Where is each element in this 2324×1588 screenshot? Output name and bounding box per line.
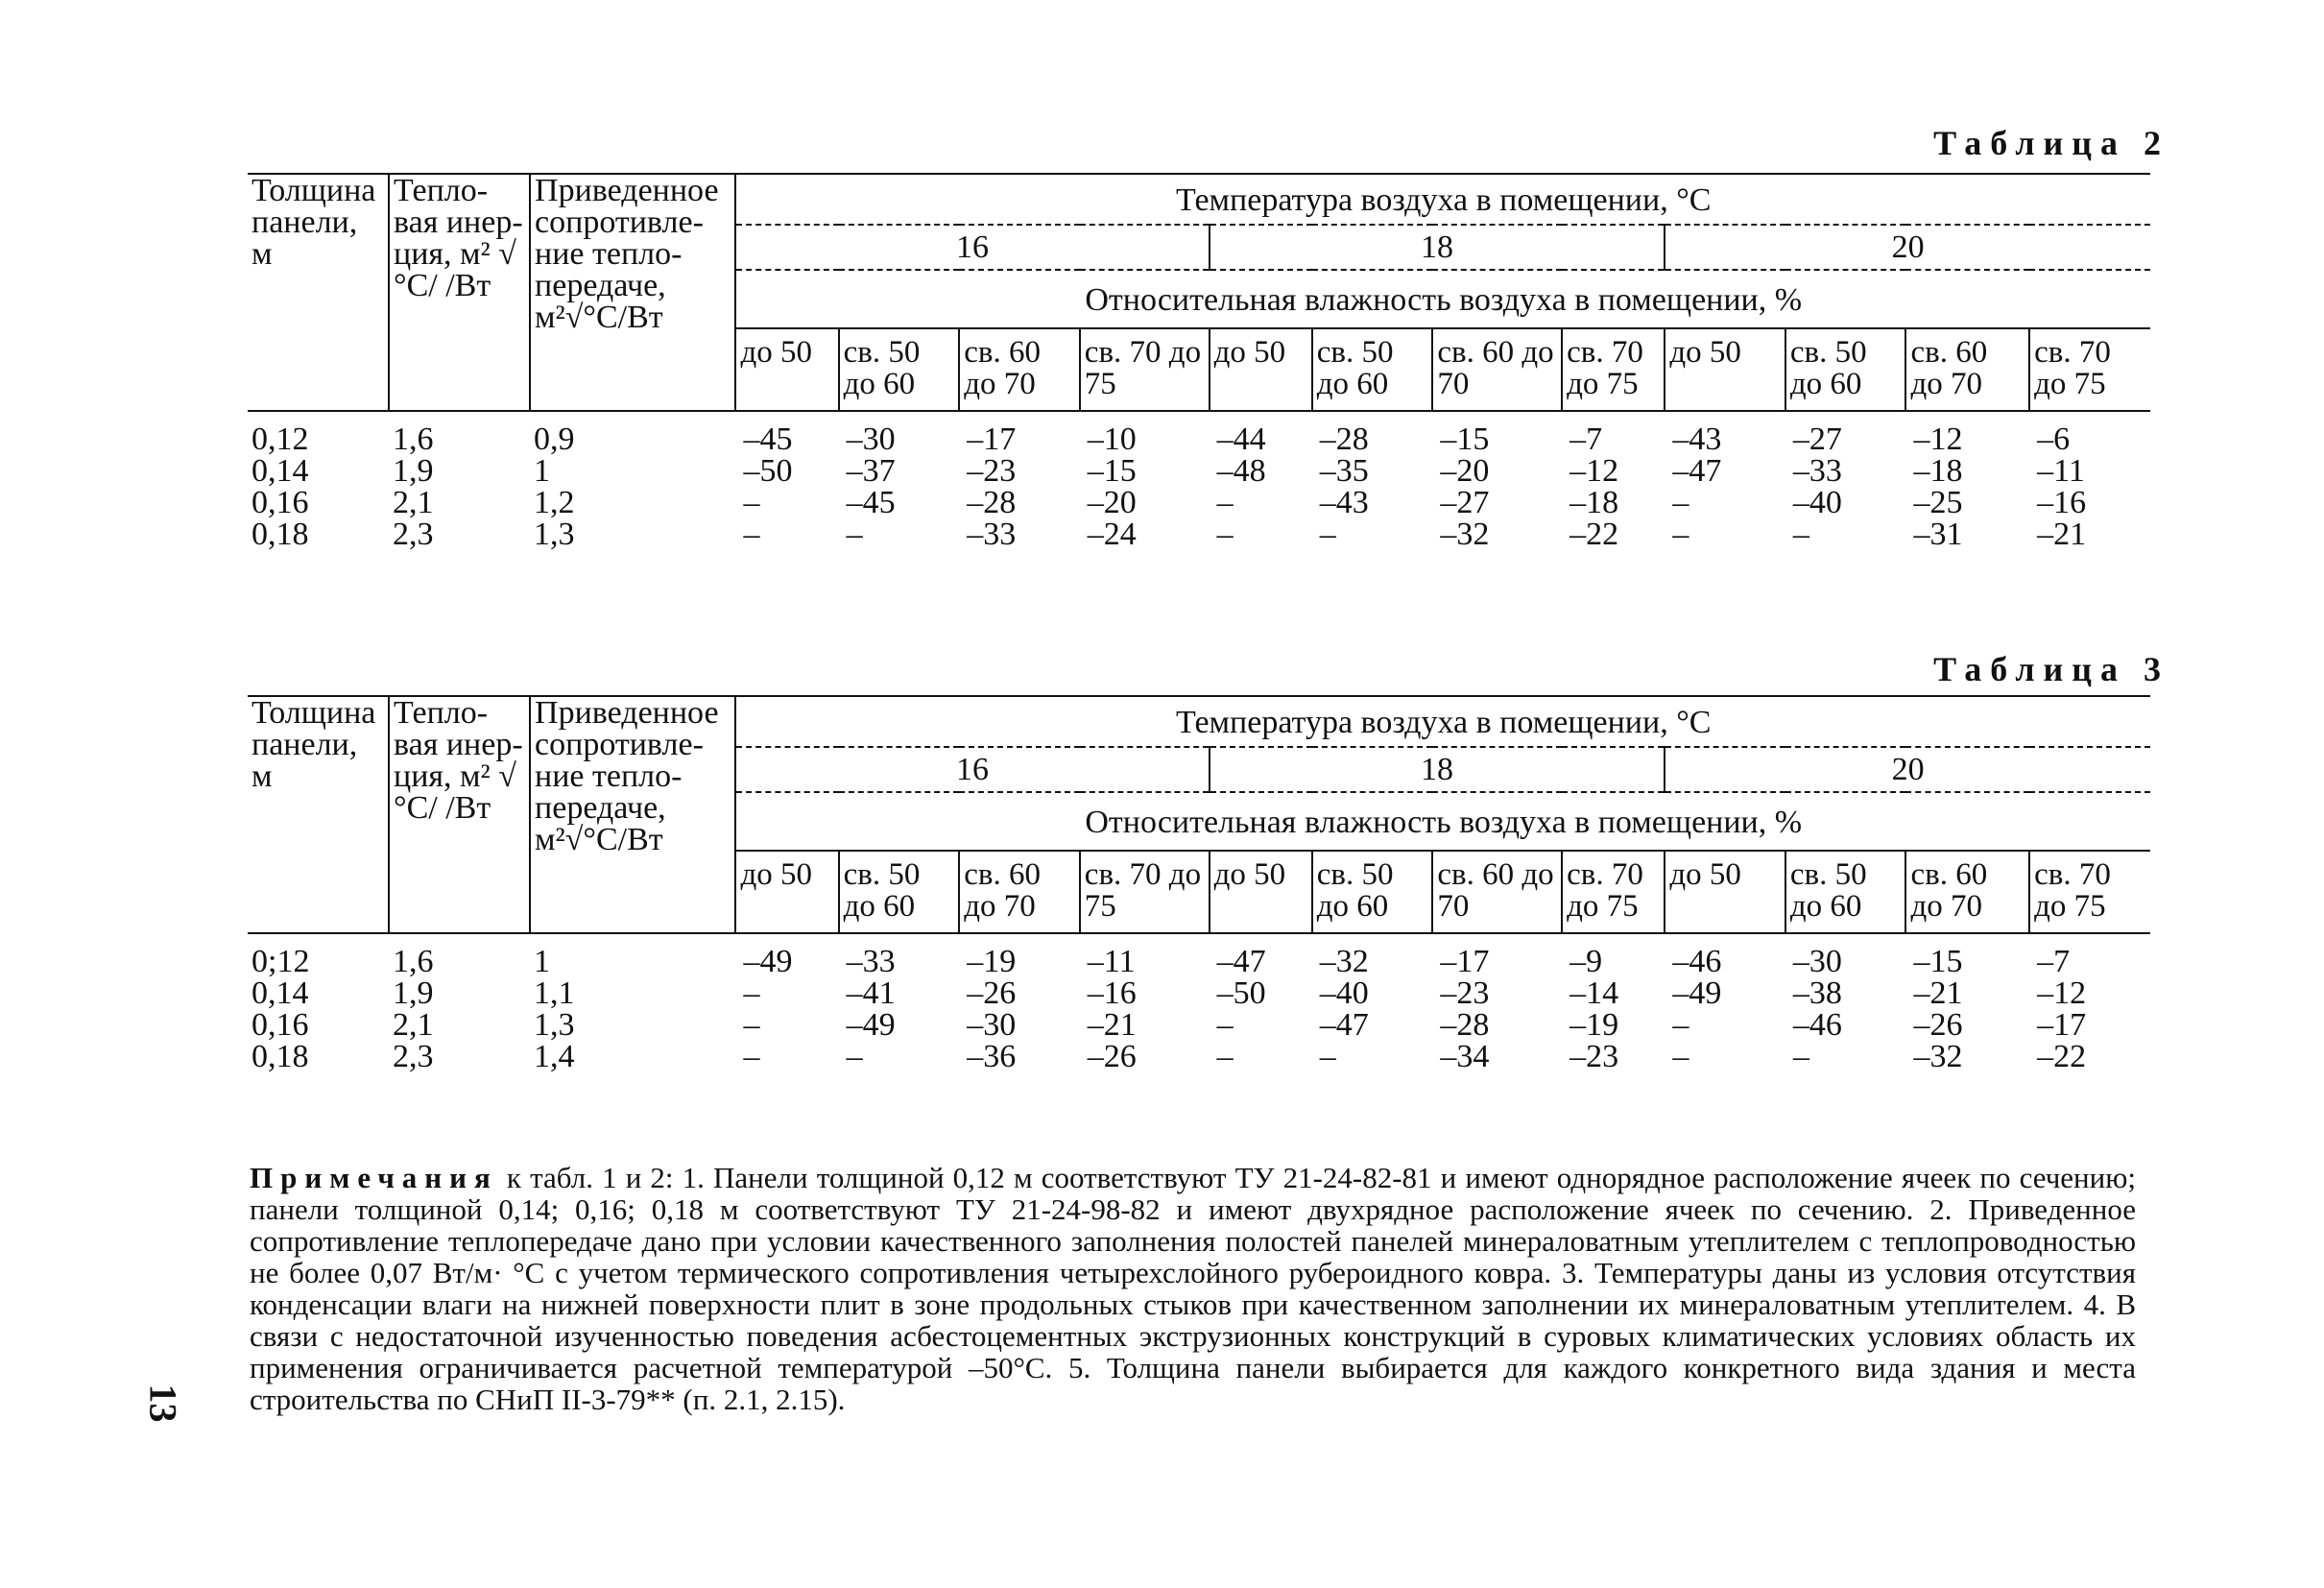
cell-temperature-value: –30 [967, 1007, 1017, 1043]
table-row [248, 933, 2150, 977]
cell-temperature-value: –18 [1913, 453, 1963, 489]
humidity-range-header: до 50 [1210, 328, 1312, 411]
cell-temperature-value: – [846, 1039, 863, 1074]
cell-temperature-value: –28 [1440, 1007, 1490, 1043]
cell-temperature-value: –50 [743, 453, 793, 489]
cell-temperature-value: –40 [1319, 975, 1369, 1011]
cell-resistance: 1 [534, 944, 551, 979]
cell-thickness: 0,14 [252, 975, 309, 1011]
cell-temperature-value: –36 [967, 1039, 1017, 1074]
cell-temperature-value: –44 [1216, 421, 1266, 457]
cell-temperature-value: –7 [1569, 421, 1603, 457]
cell-temperature-value: –9 [1569, 944, 1603, 979]
humidity-range-header: св. 60 до 70 [959, 328, 1080, 411]
humidity-range-header: св. 70 до 75 [1562, 328, 1665, 411]
cell-thickness: 0;12 [252, 944, 310, 979]
table-2 [248, 173, 2150, 556]
cell-temperature-value: – [1672, 1039, 1689, 1074]
temperature-group: 16 [735, 747, 1209, 792]
cell-temperature-value: –30 [1792, 944, 1842, 979]
cell-temperature-value: – [743, 517, 760, 552]
cell-temperature-value: –23 [1569, 1039, 1619, 1074]
cell-temperature-value: –23 [967, 453, 1017, 489]
cell-temperature-value: –35 [1319, 453, 1369, 489]
notes-text: к табл. 1 и 2: 1. Панели толщиной 0,12 м соответствуют ТУ 21-24-82-81 и имеют однорядное расположение ячеек по сечению; панели толщиной 0,14; 0,16; 0,18 м соответствуют ТУ 21-24-98-82 и имеют двухрядное расположение ячеек по сечению. 2. Приведенное сопротивление теплопередаче дано при условии качественного заполнения полостей панелей минераловатным утеплителем с теплопроводностью не более 0,07 Вт/м· °С с учетом термического сопротивления четырехслойного рубероидного ковра. 3. Температуры даны из условия отсутствия конденсации влаги на нижней поверхности плит в зоне продольных стыков при качественном заполнении их минераловатным утеплителем. 4. В связи с недостаточной изученностью поведения асбестоцементных экструзионных конструкций в суровых климатических условиях область их применения ограничивается расчетной температурой –50°С. 5. Толщина панели выбирается для каждого конкретного вида здания и места строительства по СНиП II-3-79** (п. 2.1, 2.15). [250, 1161, 2136, 1416]
humidity-range-header: св. 50 до 60 [1785, 851, 1906, 933]
humidity-range-header: св. 70 до 75 [1562, 851, 1665, 933]
cell-temperature-value: –49 [846, 1007, 896, 1043]
cell-temperature-value: – [1672, 517, 1689, 552]
humidity-header: Относительная влажность воздуха в помещении, % [735, 792, 2150, 851]
cell-resistance: 1,3 [534, 517, 575, 552]
cell-temperature-value: – [1319, 1039, 1336, 1074]
cell-temperature-value: –46 [1672, 944, 1722, 979]
col-header-heat-resistance: Приведенное сопротивле- ние тепло- передаче, м²√°С/Вт [530, 696, 735, 933]
cell-resistance: 1,4 [534, 1039, 575, 1074]
cell-temperature-value: –21 [1087, 1007, 1137, 1043]
cell-temperature-value: – [743, 1039, 760, 1074]
humidity-range-header: св. 70 до 75 [2029, 851, 2150, 933]
table-row [248, 1041, 2150, 1078]
cell-temperature-value: – [846, 517, 863, 552]
cell-temperature-value: –22 [2037, 1039, 2087, 1074]
table-row [248, 977, 2150, 1009]
cell-temperature-value: –24 [1087, 517, 1137, 552]
cell-temperature-value: –50 [1216, 975, 1266, 1011]
cell-resistance: 0,9 [534, 421, 575, 457]
cell-thickness: 0,18 [252, 517, 309, 552]
humidity-range-header: до 50 [735, 851, 838, 933]
cell-temperature-value: – [1792, 517, 1809, 552]
humidity-range-header: св. 60 до 70 [1432, 328, 1562, 411]
cell-temperature-value: – [1672, 1007, 1689, 1043]
humidity-range-header: св. 60 до 70 [1432, 851, 1562, 933]
cell-temperature-value: –47 [1319, 1007, 1369, 1043]
cell-temperature-value: –23 [1440, 975, 1490, 1011]
table-row [248, 455, 2150, 487]
cell-temperature-value: –32 [1913, 1039, 1963, 1074]
temperature-group: 20 [1665, 747, 2150, 792]
col-header-thermal-inertia: Тепло- вая инер- ция, м² √ °С/ /Вт [389, 696, 530, 933]
cell-temperature-value: – [1216, 485, 1234, 520]
cell-temperature-value: –47 [1672, 453, 1722, 489]
cell-temperature-value: –16 [1087, 975, 1137, 1011]
humidity-range-header: св. 60 до 70 [1905, 851, 2029, 933]
temperature-group: 20 [1665, 225, 2150, 270]
cell-temperature-value: –32 [1440, 517, 1490, 552]
humidity-range-header: св. 50 до 60 [839, 851, 960, 933]
cell-temperature-value: –38 [1792, 975, 1842, 1011]
cell-temperature-value: –31 [1913, 517, 1963, 552]
cell-temperature-value: –20 [1087, 485, 1137, 520]
temperature-header: Температура воздуха в помещении, °С [735, 174, 2150, 225]
cell-temperature-value: –11 [2037, 453, 2085, 489]
col-header-heat-resistance: Приведенное сопротивле- ние тепло- передаче, м²√°С/Вт [530, 174, 735, 411]
cell-temperature-value: –15 [1913, 944, 1963, 979]
cell-inertia: 2,1 [393, 1007, 434, 1043]
humidity-range-header: св. 60 до 70 [1905, 328, 2029, 411]
cell-temperature-value: –12 [1913, 421, 1963, 457]
temperature-group: 18 [1210, 225, 1665, 270]
cell-temperature-value: –12 [1569, 453, 1619, 489]
table-2-caption: Таблица 2 [1933, 124, 2169, 162]
humidity-range-header: св. 60 до 70 [959, 851, 1080, 933]
cell-inertia: 2,3 [393, 1039, 434, 1074]
cell-temperature-value: –17 [967, 421, 1017, 457]
humidity-range-header: св. 70 до 75 [2029, 328, 2150, 411]
cell-temperature-value: –40 [1792, 485, 1842, 520]
cell-temperature-value: –49 [1672, 975, 1722, 1011]
cell-temperature-value: –34 [1440, 1039, 1490, 1074]
cell-inertia: 2,1 [393, 485, 434, 520]
cell-temperature-value: –26 [1087, 1039, 1137, 1074]
cell-resistance: 1 [534, 453, 551, 489]
cell-inertia: 1,9 [393, 453, 434, 489]
cell-temperature-value: –6 [2037, 421, 2071, 457]
table-3-caption: Таблица 3 [1933, 650, 2169, 688]
cell-temperature-value: – [1792, 1039, 1809, 1074]
cell-temperature-value: –27 [1792, 421, 1842, 457]
cell-temperature-value: –25 [1913, 485, 1963, 520]
cell-thickness: 0,16 [252, 1007, 309, 1043]
cell-temperature-value: – [1672, 485, 1689, 520]
humidity-header: Относительная влажность воздуха в помещении, % [735, 270, 2150, 328]
humidity-range-header: до 50 [1665, 328, 1785, 411]
notes-label: Примечания [250, 1161, 498, 1194]
cell-temperature-value: –14 [1569, 975, 1619, 1011]
cell-resistance: 1,2 [534, 485, 575, 520]
cell-inertia: 2,3 [393, 517, 434, 552]
cell-inertia: 1,9 [393, 975, 434, 1011]
cell-temperature-value: –43 [1319, 485, 1369, 520]
cell-temperature-value: –45 [846, 485, 896, 520]
cell-temperature-value: – [743, 485, 760, 520]
humidity-range-header: св. 50 до 60 [839, 328, 960, 411]
cell-resistance: 1,1 [534, 975, 575, 1011]
cell-temperature-value: –15 [1440, 421, 1490, 457]
cell-temperature-value: – [1319, 517, 1336, 552]
cell-temperature-value: –49 [743, 944, 793, 979]
cell-thickness: 0,12 [252, 421, 309, 457]
cell-temperature-value: – [1216, 517, 1234, 552]
cell-temperature-value: –22 [1569, 517, 1619, 552]
temperature-group: 16 [735, 225, 1209, 270]
cell-temperature-value: –18 [1569, 485, 1619, 520]
humidity-range-header: св. 50 до 60 [1785, 328, 1906, 411]
humidity-range-header: до 50 [1210, 851, 1312, 933]
cell-temperature-value: – [743, 1007, 760, 1043]
table-row [248, 411, 2150, 455]
col-header-thickness: Толщина панели, м [248, 174, 389, 411]
cell-temperature-value: – [743, 975, 760, 1011]
cell-temperature-value: –43 [1672, 421, 1722, 457]
cell-temperature-value: –48 [1216, 453, 1266, 489]
cell-temperature-value: –33 [967, 517, 1017, 552]
humidity-range-header: до 50 [1665, 851, 1785, 933]
table-row [248, 487, 2150, 518]
cell-temperature-value: –27 [1440, 485, 1490, 520]
cell-temperature-value: –33 [846, 944, 896, 979]
cell-temperature-value: –30 [846, 421, 896, 457]
cell-temperature-value: –10 [1087, 421, 1137, 457]
table-row [248, 1009, 2150, 1041]
cell-thickness: 0,18 [252, 1039, 309, 1074]
cell-temperature-value: –21 [2037, 517, 2087, 552]
cell-temperature-value: –28 [967, 485, 1017, 520]
cell-temperature-value: –28 [1319, 421, 1369, 457]
cell-temperature-value: –19 [967, 944, 1017, 979]
cell-inertia: 1,6 [393, 944, 434, 979]
cell-temperature-value: –41 [846, 975, 896, 1011]
cell-temperature-value: – [1216, 1039, 1234, 1074]
page-number: 13 [141, 1383, 185, 1423]
cell-temperature-value: –26 [967, 975, 1017, 1011]
humidity-range-header: св. 70 до 75 [1080, 851, 1210, 933]
temperature-group: 18 [1210, 747, 1665, 792]
cell-temperature-value: –15 [1087, 453, 1137, 489]
cell-temperature-value: –16 [2037, 485, 2087, 520]
humidity-range-header: св. 70 до 75 [1080, 328, 1210, 411]
cell-thickness: 0,16 [252, 485, 309, 520]
col-header-thickness: Толщина панели, м [248, 696, 389, 933]
cell-temperature-value: –17 [2037, 1007, 2087, 1043]
col-header-thermal-inertia: Тепло- вая инер- ция, м² √ °С/ /Вт [389, 174, 530, 411]
cell-temperature-value: –45 [743, 421, 793, 457]
cell-temperature-value: –20 [1440, 453, 1490, 489]
cell-temperature-value: –12 [2037, 975, 2087, 1011]
cell-temperature-value: –32 [1319, 944, 1369, 979]
cell-temperature-value: –26 [1913, 1007, 1963, 1043]
cell-temperature-value: –7 [2037, 944, 2071, 979]
humidity-range-header: до 50 [735, 328, 838, 411]
cell-thickness: 0,14 [252, 453, 309, 489]
cell-resistance: 1,3 [534, 1007, 575, 1043]
cell-temperature-value: –11 [1087, 944, 1136, 979]
cell-temperature-value: –46 [1792, 1007, 1842, 1043]
notes-paragraph [250, 1162, 2136, 1415]
cell-temperature-value: –21 [1913, 975, 1963, 1011]
table-3 [248, 695, 2150, 1078]
cell-temperature-value: –17 [1440, 944, 1490, 979]
cell-temperature-value: –33 [1792, 453, 1842, 489]
cell-temperature-value: –47 [1216, 944, 1266, 979]
cell-temperature-value: –19 [1569, 1007, 1619, 1043]
humidity-range-header: св. 50 до 60 [1312, 851, 1433, 933]
cell-inertia: 1,6 [393, 421, 434, 457]
cell-temperature-value: –37 [846, 453, 896, 489]
cell-temperature-value: – [1216, 1007, 1234, 1043]
table-row [248, 518, 2150, 556]
humidity-range-header: св. 50 до 60 [1312, 328, 1433, 411]
temperature-header: Температура воздуха в помещении, °С [735, 696, 2150, 747]
